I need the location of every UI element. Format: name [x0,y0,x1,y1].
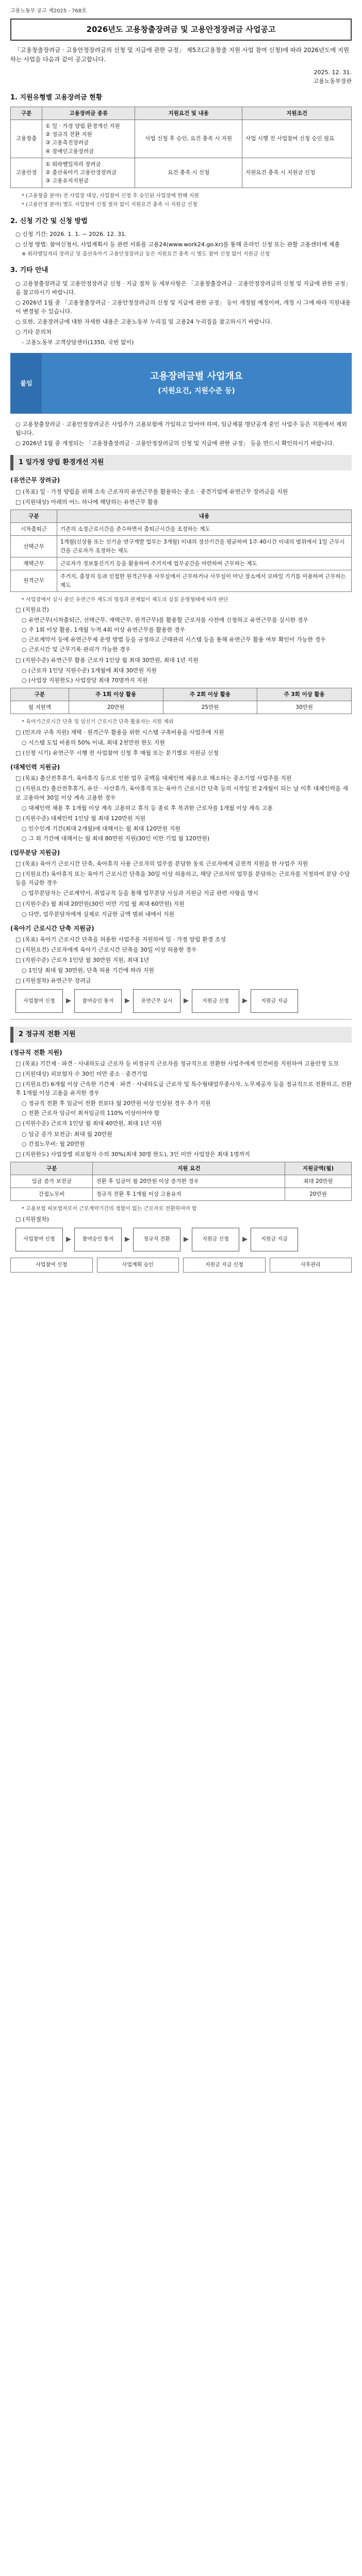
sec2-bar: 2 정규직 전환 지원 [10,1027,352,1042]
sec1-item: ○ 주 1회 이상 활용, 1개월 누적 4회 이상 유연근무를 활용한 경우 [22,626,185,634]
sec1-sub6: (육아기 근로시간 단축 지원금) [10,924,94,932]
table-row [11,1175,352,1188]
support-th: 구분 [11,688,69,701]
sec1-flow [15,989,352,1013]
support-cell: 25만원 [163,701,257,714]
issuer: 고용노동부장관 [313,78,352,85]
sec1-sub1: (유연근무 장려금) [10,477,60,484]
sec1-item: □ (신청 시기) 유연근무 시행 전 사업참여 신청 후 매월 또는 분기별로 지원금 신청 [15,749,219,756]
table-row [11,701,352,714]
sec1-item: □ (지원수준) 월 최대 20만원(30인 미만 기업 월 최대 60만원) 지원 [15,900,185,907]
s1-th: 지원요건 및 내용 [135,107,242,120]
support-cell: 30만원 [257,701,352,714]
sec1-item: □ (목표) 육아기 근로시간 단축, 육아휴직 사용 근로자의 업무를 분담한 동료 근로자에게 금전적 지원을 한 사업주 지원 [15,860,308,868]
intro-paragraph: 「고용창출장려금 · 고용안정장려금의 신청 및 지급에 관한 규정」 제5조(고용창출 지원 사업 참여 신청)에 따라 2026년도에 지원하는 사업을 다음과 같이 공고합니다. [10,46,350,63]
sec2-th: 구분 [11,1162,93,1175]
banner-title: 고용장려금별 사업개요 [150,371,243,382]
arrow-right-icon: ▶ [184,1235,189,1243]
sec2-item: ○ 전환 근로자 임금이 최저임금의 110% 이상이어야 함 [22,1110,160,1117]
sec1-item: ○ 1인당 최대 월 30만원, 단축 허용 기간에 따라 지원 [22,967,154,974]
sec1-item: ○ 다만, 업무분담자에게 실제로 지급한 금액 범위 내에서 지원 [22,910,175,918]
arrow-right-icon: ▶ [66,1235,71,1243]
s1-items: ① 일 · 가정 양립 환경개선 지원 ② 정규직 전환 지원 ③ 고용촉진장려금 ④ 장애인고용장려금 [42,120,135,158]
types-note: * 사업장에서 실시 중인 유연근무 제도의 명칭과 관계없이 제도의 실질 운영형태에 따라 판단 [22,597,228,603]
sec1-item: ○ (사업장 지원한도) 사업장당 최대 70명까지 지원 [22,676,148,684]
sec1-item: □ (목표) 육아기 근로시간 단축을 허용한 사업주를 지원하여 일 · 가정 양립 환경 조성 [15,936,226,943]
sec2-note: * 고용보험 피보험자로서 근로계약기간의 정함이 없는 근로자로 전환하여야 함 [22,1206,197,1212]
sec2-item: □ (지원수준) 근로자 1인당 월 최대 40만원, 최대 1년 지원 [15,1120,162,1127]
sec1-item: ○ 업무분담자는 근로계약서, 취업규칙 등을 통해 업무분담 사실과 지원금 지급 관련 사항을 명시 [22,890,258,897]
attachment-banner [10,353,352,414]
sec2-cell: 임금 증가 보전금 [11,1175,93,1188]
sec1-sub4: (대체인력 지원금) [10,763,60,771]
announcement-date: 2025. 12. 31. [314,69,352,76]
sec1-item: ○ 그 외 기간에 대해서는 월 최대 80만원 지원(30인 미만 기업 월 120만원) [22,835,210,842]
s1-cond: 지원요건 충족 시 지원금 신청 [242,158,352,188]
type-name: 시차출퇴근 [11,523,57,536]
sec1-item: □ (목표) 출산전후휴가, 육아휴직 등으로 인한 업무 공백을 대체인력 채용으로 해소하는 중소기업 사업주를 지원 [15,775,292,782]
s1-content: 사업 신청 후 승인, 요건 충족 시 지원 [135,120,242,158]
sec2-cell: 최대 20만원 [285,1175,352,1188]
flow-step: 지원금 지급 [251,1228,298,1251]
support-th: 주 2회 이상 활용 [163,688,257,701]
arrow-right-icon: ▶ [184,997,189,1005]
flex-types-table [10,510,352,592]
arrow-right-icon: ▶ [66,997,71,1005]
sec1-item: ○ 시스템 도입 비용의 50% 이내, 최대 2천만원 한도 지원 [22,739,165,746]
arrow-right-icon: ▶ [125,997,130,1005]
type-name: 선택근무 [11,536,57,557]
sec1-item: □ (지원요건) 출산전후휴가, 유산 · 사산휴가, 육아휴직 또는 육아기 근로시간 단축 등의 시작일 전 2개월이 되는 날 이후 대체인력을 새로 고용하여 30일 이상 계속 고용한 경우 [15,785,348,801]
sec1-item: □ (지원수준) 대체인력 1인당 월 최대 120만원 지원 [15,815,146,822]
s3-item: ○ 고용창출장려금 및 고용안정장려금 신청 · 지급 절차 등 세부사항은 「고용창출장려금 · 고용안정장려금의 신청 및 지급에 관한 규정」을 참고하시기 바랍니다. [15,280,351,296]
s1-th: 지원조건 [242,107,352,120]
flow-step: 지원금 신청 [192,1228,239,1251]
sec1-item: □ (지원대상) 아래의 어느 하나에 해당하는 유연근무 활용 [15,498,159,505]
table-row [11,523,352,536]
table-row [11,1188,352,1201]
sec2-item: ○ 간접노무비: 월 20만원 [22,1140,85,1147]
sec2-cell: 전환 후 임금이 월 20만원 이상 증가한 경우 [93,1175,285,1188]
table-row [11,120,352,158]
sec1-item: □ (지원요건) 근로자에게 육아기 근로시간 단축을 30일 이상 허용한 경우 [15,946,197,954]
sec1-item: ○ 유연근무(시차출퇴근, 선택근무, 재택근무, 원격근무)를 활용할 근로자를 사전에 신청하고 유연근무를 실시한 경우 [22,617,308,624]
type-desc: 1개월(신상품 또는 신기술 연구개발 업무는 3개월) 이내의 정산기간을 평균하여 1주 40시간 이내의 범위에서 1일 근무시간을 근로자가 조정하는 제도 [57,536,352,557]
table-row [11,158,352,188]
flow-step: 사업참여 신청 [15,1228,63,1251]
table-row [11,557,352,570]
flow-step: 참여승인 통지 [74,1228,122,1251]
sec2-cell: 20만원 [285,1188,352,1201]
flow-step: 사업참여 신청 [15,989,63,1013]
sec2-th: 지원금액(월) [285,1162,352,1175]
arrow-right-icon: ▶ [125,1235,130,1243]
s2-title: 2. 신청 기간 및 신청 방법 [10,217,88,225]
s3-item: ○ 또한, 고용장려금에 대한 자세한 내용은 고용노동부 누리집 및 고용24 누리집을 참고하시기 바랍니다. [15,318,272,325]
sec2-item: ○ 정규직 전환 후 임금이 전환 전보다 월 20만원 이상 인상된 경우 추가 지원 [22,1100,211,1107]
sec1-item: □ (지원수준) 유연근무 활용 근로자 1인당 월 최대 30만원, 최대 1년 지원 [15,656,199,664]
sec2-item: □ (지원요건) 6개월 이상 근속한 기간제 · 파견 · 사내하도급 근로자 및 특수형태업무종사자, 노무제공자 등을 정규직으로 전환하고, 전환 후 1개월 이상 고용을 유지한 경우 [15,1081,352,1097]
types-th: 구분 [11,510,57,522]
type-desc: 주거지, 출장지 등과 인접한 원격근무용 사무실에서 근무하거나 사무실이 아닌 장소에서 모바일 기기를 이용하여 근무하는 제도 [57,570,352,592]
arrow-right-icon: ▶ [242,997,248,1005]
footer-cell: 지원금 지급 신청 [183,1258,266,1273]
s3-item: ○ 2026년 1월 중 「고용창출장려금 · 고용안정장려금의 신청 및 지급에 관한 규정」 등이 개정될 예정이며, 개정 시 그에 따라 지원내용이 변경될 수 있습니다. [15,299,351,315]
flow-step: 지원금 신청 [192,989,239,1013]
sec2-flow-title: □ (지원절차) [15,1215,49,1223]
flow-step: 참여승인 통지 [74,989,122,1013]
support-th: 주 3회 이상 활용 [257,688,352,701]
s1-cond: 사업 시행 전 사업참여 신청 승인 필요 [242,120,352,158]
sec1-item: □ (인프라 구축 지원) 재택 · 원격근무 활용을 위한 시스템 구축비용을 사업주에 지원 [15,728,224,736]
flow-step: 지원금 지급 [251,989,298,1013]
s1-note: * (고용창출 분야) 전 사업장 대상, 사업참여 신청 후 승인된 사업장에 한해 지원 [22,193,199,199]
sec1-item: ○ 근로시간 및 근무기록 관리가 가능한 경우 [22,646,131,653]
sec2-flow [15,1228,352,1251]
s3-title: 3. 기타 안내 [10,266,48,275]
s2-note: ※ 워라밸일자리 장려금 및 출산육아기 고용안정장려금 등은 지원요건 충족 시 별도 참여 신청 없이 지원금 신청 [22,251,270,257]
sec1-item: ○ (근로자 1인당 지원수준) 1개월에 최대 30만원 지원 [22,667,157,674]
sec1-item: ○ 근로계약서 등에 유연근무제 운영 방법 등을 규정하고 근태관리 시스템 등을 통해 유연근무 활용 여부 확인이 가능한 경우 [22,636,326,643]
footer-cell: 사업계획 승인 [97,1258,179,1273]
pre-note: ○ 고용창출장려금 · 고용안정장려금은 사업주가 고용보험에 가입하고 있어야 하며, 임금체불 명단공개 중인 사업주 등은 지원에서 제외됩니다. [15,420,347,436]
document-number: 고용노동부 공고 제2025 - 768호 [10,8,87,14]
footer-cell: 사후관리 [270,1258,352,1273]
support-cell: 월 지원액 [11,701,69,714]
sec1-bar: 1 일가정 양립 환경개선 지원 [10,455,352,470]
s1-title: 1. 지원유형별 고용장려금 현황 [10,94,103,102]
sec1-flow-title: □ (지원절차) 유연근무 장려금 [15,977,91,985]
s1-content: 요건 충족 시 신청 [135,158,242,188]
s1-note: * (고용안정 분야) 별도 사업참여 신청 절차 없이 지원요건 충족 시 지원금 신청 [22,202,198,208]
arrow-right-icon: ▶ [242,1235,248,1243]
footer-cell: 사업참여 신청 [10,1258,93,1273]
sec1-item: □ (지원요건) 육아휴직 또는 육아기 근로시간 단축을 30일 이상 허용하고, 해당 근로자의 업무를 분담하는 근로자를 지정하여 분담 수당 등을 지급한 경우 [15,871,350,887]
sec1-item: □ (지원요건) [15,606,49,614]
pre-note: ○ 2026년 1월 중 개정되는 「고용창출장려금 · 고용안정장려금의 신청 및 지급에 관한 규정」 등을 반드시 확인하시기 바랍니다. [15,440,335,447]
sec2-th: 지원 요건 [93,1162,285,1175]
s2-item: ○ 신청 기간: 2026. 1. 1. ~ 2026. 12. 31. [15,230,127,238]
sec2-item: ○ 임금 증가 보전금: 최대 월 20만원 [22,1130,112,1138]
type-name: 원격근무 [11,570,57,592]
type-name: 재택근무 [11,557,57,570]
sec2-item: □ (지원대상) 피보험자 수 30인 미만 중소 · 중견기업 [15,1071,147,1078]
table-row [11,570,352,592]
sec1-item: ○ 인수인계 기간(최대 2개월)에 대해서는 월 최대 120만원 지원 [22,825,180,832]
s1-items: ① 워라밸일자리 장려금 ② 출산육아기 고용안정장려금 ③ 고용유지지원금 [42,158,135,188]
sec2-sub1: (정규직 전환 지원) [10,1048,62,1056]
s3-item: ○ 기타 문의처 [15,328,52,335]
banner-main [42,353,351,413]
sec2-cell: 간접노무비 [11,1188,93,1201]
support-th: 주 1회 이상 활용 [69,688,163,701]
sec2-item: □ (목표) 기간제 · 파견 · 사내하도급 근로자 등 비정규직 근로자를 정규직으로 전환한 사업주에게 인건비를 지원하여 고용안정 도모 [15,1060,339,1067]
support-cell: 20만원 [69,701,163,714]
document-title: 2026년도 고용창출장려금 및 고용안정장려금 사업공고 [10,19,352,41]
flow-step: 유연근무 실시 [133,989,180,1013]
footer-process [10,1258,352,1273]
s2-item: ○ 신청 방법: 참여신청서, 사업계획서 등 관련 서류를 고용24(www.work24.go.kr)를 통해 온라인 신청 또는 관할 고용센터에 제출 [15,241,340,248]
sec1-item: ○ 대체인력 채용 후 1개월 이상 계속 고용하고 휴직 등 종료 후 복귀한 근로자를 1개월 이상 계속 고용 [22,804,273,811]
sec2-item: □ (지원한도) 사업장별 피보험자 수의 30%(최대 30명 한도), 3인 미만 사업장은 최대 1명까지 [15,1150,250,1158]
s1-th: 고용장려금 종류 [42,107,135,120]
sec1-item: □ (지원수준) 근로자 1인당 월 30만원 지원, 최대 1년 [15,957,150,964]
banner-side-label: 붙임 [11,353,42,413]
banner-subtitle: (지원요건, 지원수준 등) [158,387,235,396]
type-desc: 기존의 소정근로시간을 준수하면서 출퇴근시간을 조정하는 제도 [57,523,352,536]
s1-th: 구분 [11,107,42,120]
sec1-item: □ (목표) 일 · 가정 양립을 위해 소속 근로자의 유연근무를 활용하는 중소 · 중견기업에 유연근무 장려금을 지원 [15,488,288,495]
type-desc: 근로자가 정보통신기기 등을 활용하여 주거지에 업무공간을 마련하여 근무하는 제도 [57,557,352,570]
divider [10,1019,352,1020]
support-note: * 육아기근로시간 단축 및 임신기 근로시간 단축 활용자는 지원 제외 [22,719,174,725]
support-table [10,688,352,715]
sec2-cell: 정규직 전환 후 1개월 이상 고용유지 [93,1188,285,1201]
table-row [11,536,352,557]
s3-item: - 고용노동부 고객상담센터(1350, 국번 없이) [22,338,134,346]
s1-group: 고용창출 [11,120,42,158]
types-th: 내용 [57,510,352,522]
s1-table [10,107,352,188]
sec2-table [10,1162,352,1201]
s1-group: 고용안정 [11,158,42,188]
sec1-sub5: (업무분담 지원금) [10,849,60,856]
flow-step: 정규직 전환 [133,1228,180,1251]
